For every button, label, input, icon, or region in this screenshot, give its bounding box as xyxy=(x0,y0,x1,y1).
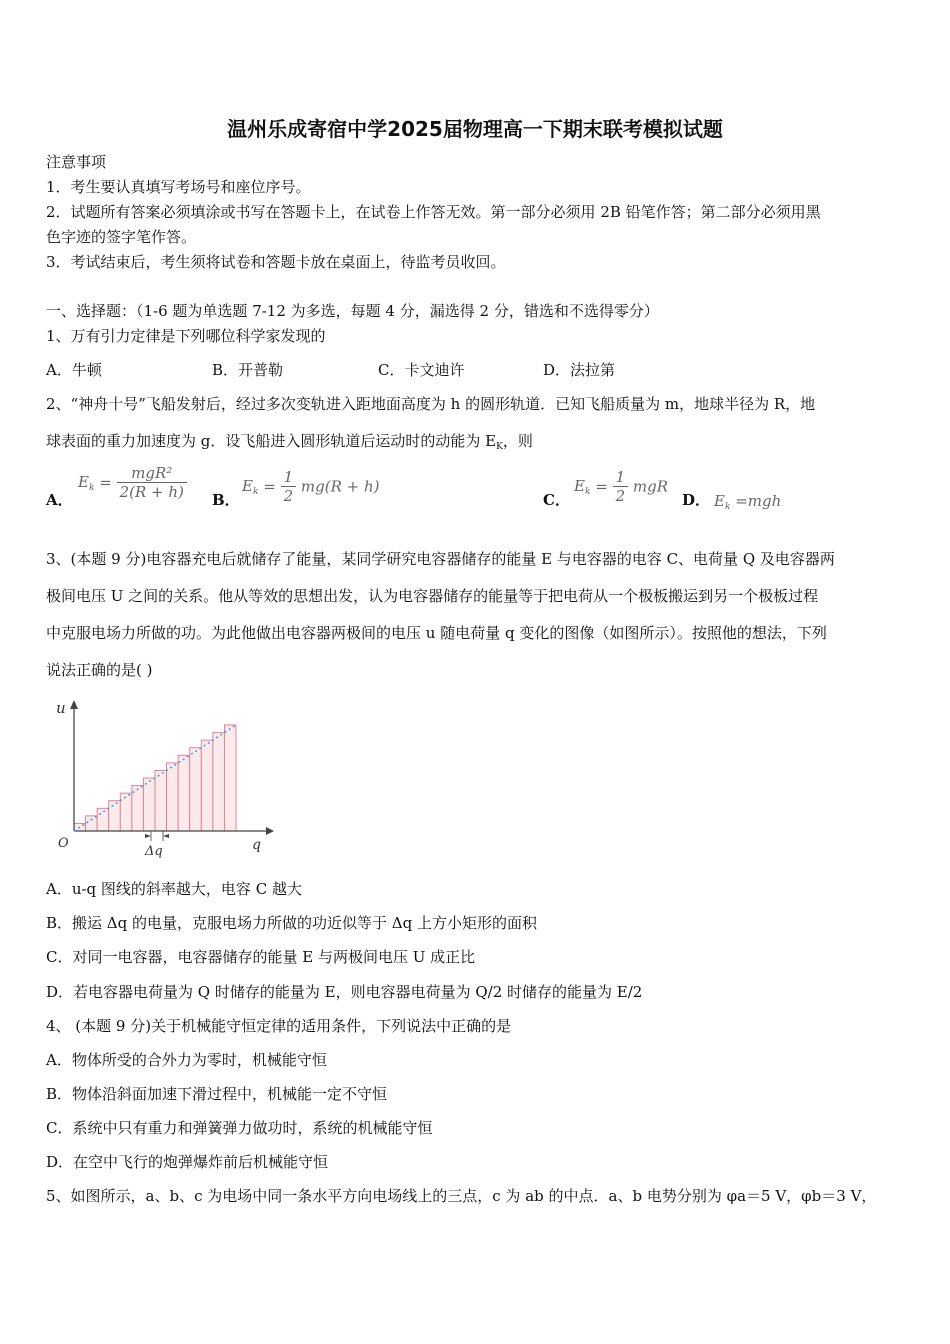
notice-item-3: 3．考试结束后，考生须将试卷和答题卡放在桌面上，待监考员收回。 xyxy=(46,253,506,271)
dq-label: Δq xyxy=(145,844,163,859)
q3-line2: 极间电压 U 之间的关系。他从等效的思想出发，认为电容器储存的能量等于把电荷从一个极板搬运到另一个极板过程 xyxy=(46,587,819,605)
q3-option-a: A．u-q 图线的斜率越大，电容 C 越大 xyxy=(46,880,302,898)
dq-strip xyxy=(190,748,202,831)
dq-strip xyxy=(213,733,225,831)
dq-strip xyxy=(201,740,213,831)
q2-line2-end: ，则 xyxy=(502,432,533,450)
q1-option-b: B．开普勒 xyxy=(212,361,284,379)
dq-strip xyxy=(109,801,121,831)
q2-line2 xyxy=(46,431,533,457)
dq-strip xyxy=(167,763,179,831)
q3-line1: 3、(本题 9 分)电容器充电后就储存了能量，某同学研究电容器储存的能量 E 与电容器的电容 C、电荷量 Q 及电容器两 xyxy=(46,550,835,568)
fraction: $\frac{1}{2}$ xyxy=(613,468,629,505)
u-axis-label: u xyxy=(56,699,66,717)
dq-strip xyxy=(224,725,236,831)
notice-item-1: 1．考生要认真填写考场号和座位序号。 xyxy=(46,178,311,196)
q3-option-d: D．若电容器电荷量为 Q 时储存的能量为 E，则电容器电荷量为 Q/2 时储存的能量为 E/2 xyxy=(46,983,643,1001)
dq-strip xyxy=(178,755,190,831)
notice-heading: 注意事项 xyxy=(46,153,107,171)
q2-option-d-label: D． xyxy=(682,491,711,509)
u-axis-arrow xyxy=(70,700,78,709)
q1-option-d: D．法拉第 xyxy=(543,361,616,379)
q2-option-c-formula: $E_k$ = $\frac{1}{2}$ mgR xyxy=(574,468,669,505)
q4-option-d: D．在空中飞行的炮弹爆炸前后机械能守恒 xyxy=(46,1153,329,1171)
section-heading: 一、选择题：（1-6 题为单选题 7-12 为多选，每题 4 分，漏选得 2 分，错选和不选得零分） xyxy=(46,302,659,320)
fraction: $\frac{\text{mgR²}}{2(R + h)}$ xyxy=(117,464,187,501)
q-axis-label: q xyxy=(252,837,261,853)
origin-label: O xyxy=(58,836,69,851)
notice-item-2-cont: 色字迹的签字笔作答。 xyxy=(46,228,197,246)
q3-option-b: B．搬运 Δq 的电量，克服电场力所做的功近似等于 Δq 上方小矩形的面积 xyxy=(46,914,537,932)
q4-option-c: C．系统中只有重力和弹簧弹力做功时，系统的机械能守恒 xyxy=(46,1119,433,1137)
u-q-graph xyxy=(44,695,274,865)
dq-strip xyxy=(120,793,132,831)
ek-symbol: $E_k$ xyxy=(78,472,95,493)
dq-strip xyxy=(86,816,98,831)
dq-strip xyxy=(143,778,155,831)
dq-strip xyxy=(155,770,167,831)
dq-arrow-left xyxy=(145,834,151,838)
q2-option-b-formula: $E_k$ = $\frac{1}{2}$ mg(R + h) xyxy=(242,468,380,505)
q4-stem: 4、 (本题 9 分)关于机械能守恒定律的适用条件，下列说法中正确的是 xyxy=(46,1017,512,1035)
q1-option-a: A．牛顿 xyxy=(46,361,102,379)
q1-option-c: C．卡文迪许 xyxy=(378,361,465,379)
q1-stem: 1、万有引力定律是下列哪位科学家发现的 xyxy=(46,327,326,345)
q3-option-c: C．对同一电容器，电容器储存的能量 E 与两极间电压 U 成正比 xyxy=(46,948,476,966)
q2-option-b-label: B． xyxy=(212,491,240,509)
q3-line4: 说法正确的是( ) xyxy=(46,661,153,679)
q2-option-c-label: C． xyxy=(543,491,570,509)
q2-line2-text: 球表面的重力加速度为 g．设飞船进入圆形轨道后运动时的动能为 E xyxy=(46,432,497,450)
q2-line1: 2、“神舟十号”飞船发射后，经过多次变轨进入距地面高度为 h 的圆形轨道．已知飞船质量为 m，地球半径为 R，地 xyxy=(46,395,816,413)
q4-option-b: B．物体沿斜面加速下滑过程中，机械能一定不守恒 xyxy=(46,1085,388,1103)
page-title: 温州乐成寄宿中学2025届物理高一下期末联考模拟试题 xyxy=(227,117,723,141)
q4-option-a: A．物体所受的合外力为零时，机械能守恒 xyxy=(46,1051,327,1069)
fraction: $\frac{1}{2}$ xyxy=(281,468,297,505)
q-axis-arrow xyxy=(266,827,274,835)
q5-line1: 5、如图所示，a、b、c 为电场中同一条水平方向电场线上的三点，c 为 ab 的中点．a、b 电势分别为 φa＝5 V，φb＝3 V， xyxy=(46,1187,877,1205)
q2-option-a-formula: $E_k$ = $\frac{\text{mgR²}}{2(R + h)}$ xyxy=(78,464,187,501)
dq-arrow-right xyxy=(163,834,169,838)
notice-item-2: 2．试题所有答案必须填涂或书写在答题卡上，在试卷上作答无效。第一部分必须用 2B 铅笔作答；第二部分必须用黑 xyxy=(46,203,821,221)
dq-strip xyxy=(97,808,109,831)
q2-option-d-formula: $E_k =mgh$ xyxy=(714,492,782,512)
q3-line3: 中克服电场力所做的功。为此他做出电容器两极间的电压 u 随电荷量 q 变化的图像（如图所示）。按照他的想法，下列 xyxy=(46,624,827,642)
q2-line2-sub: K xyxy=(496,442,503,452)
q2-option-a-label: A． xyxy=(46,491,73,509)
